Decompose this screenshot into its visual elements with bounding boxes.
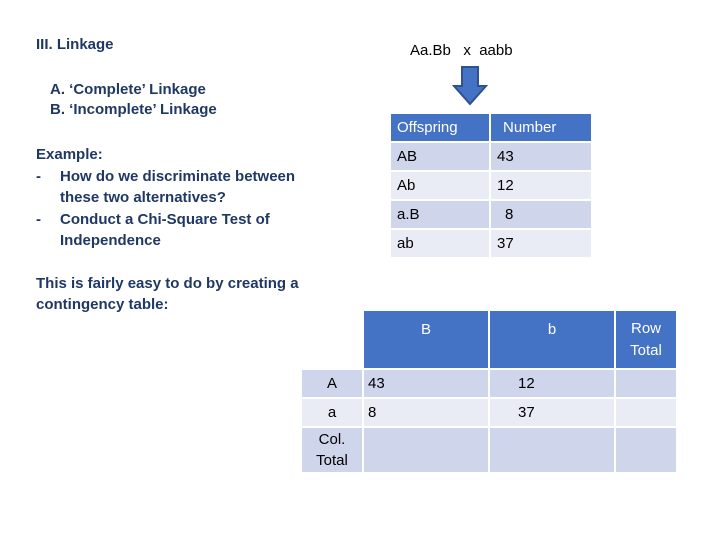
- bullet-item: [36, 166, 336, 209]
- number-cell: 37: [491, 230, 591, 257]
- linkage-list: [50, 80, 217, 120]
- bullet-dash: -: [36, 167, 41, 185]
- cell-row-total: [616, 399, 676, 426]
- cell-row-total: [616, 370, 676, 397]
- linkage-incomplete: B. ‘Incomplete’ Linkage: [50, 101, 217, 118]
- table-row: [391, 143, 591, 170]
- cell-Ab: 12: [490, 370, 614, 397]
- table-row: [302, 428, 676, 472]
- bullet-dash: -: [36, 210, 41, 228]
- table-row: [391, 201, 591, 228]
- number-cell: 8: [491, 201, 591, 228]
- offspring-table: [389, 112, 593, 259]
- table-row: [391, 172, 591, 199]
- header-offspring: Offspring: [391, 114, 489, 141]
- cell-ab: 37: [490, 399, 614, 426]
- contingency-table: [300, 309, 678, 474]
- row-label: Col. Total: [302, 428, 362, 472]
- down-arrow-icon: [452, 66, 488, 106]
- cell-AB: 43: [364, 370, 488, 397]
- table-row: [302, 399, 676, 426]
- offspring-cell: Ab: [391, 172, 489, 199]
- number-cell: 12: [491, 172, 591, 199]
- example-heading: Example:: [36, 146, 103, 163]
- number-cell: 43: [491, 143, 591, 170]
- cell-aB: 8: [364, 399, 488, 426]
- contingency-intro: This is fairly easy to do by creating a contingency table:: [36, 275, 299, 313]
- row-label: A: [302, 370, 362, 397]
- offspring-cell: a.B: [391, 201, 489, 228]
- bullet-text: How do we discriminate between these two alternatives?: [60, 167, 296, 206]
- offspring-cell: ab: [391, 230, 489, 257]
- offspring-cell: AB: [391, 143, 489, 170]
- header-b: b: [490, 311, 614, 368]
- row-label: a: [302, 399, 362, 426]
- bullet-item: [36, 209, 336, 252]
- cell-grand-total: [616, 428, 676, 472]
- example-block: [36, 144, 336, 252]
- slide-title: III. Linkage: [36, 36, 114, 53]
- cell-col-total-B: [364, 428, 488, 472]
- corner-cell: [302, 311, 362, 368]
- cell-col-total-b: [490, 428, 614, 472]
- header-row-total: Row Total: [616, 311, 676, 368]
- header-B: B: [364, 311, 488, 368]
- header-number: Number: [491, 114, 591, 141]
- table-header-row: [391, 114, 591, 141]
- table-header-row: [302, 311, 676, 368]
- table-row: [391, 230, 591, 257]
- cross-notation: Aa.Bb x aabb: [410, 42, 513, 59]
- table-row: [302, 370, 676, 397]
- linkage-complete: A. ‘Complete’ Linkage: [50, 81, 206, 98]
- bullet-text: Conduct a Chi-Square Test of Independence: [60, 210, 270, 249]
